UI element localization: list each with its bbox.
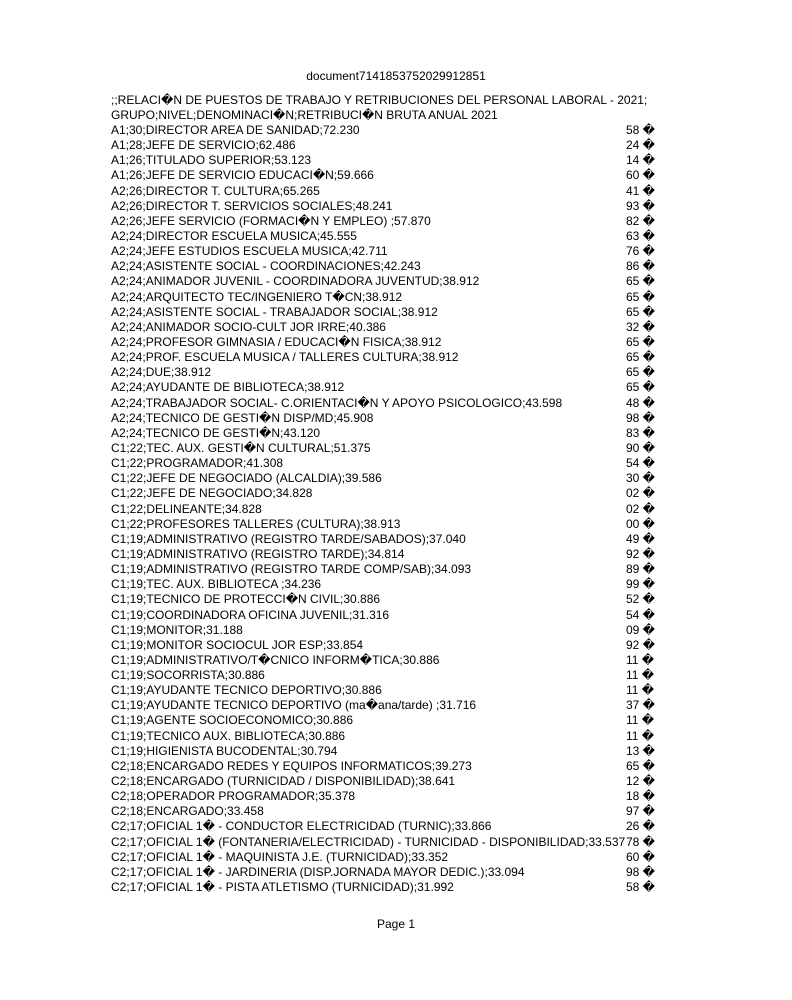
row-tail: 99 �	[626, 577, 655, 592]
table-row	[111, 274, 671, 289]
row-tail: 82 �	[626, 213, 655, 228]
table-row	[111, 865, 671, 880]
row-text: A2;26;JEFE SERVICIO (FORMACI�N Y EMPLEO) ;57.870	[111, 213, 431, 228]
table-row	[111, 774, 671, 789]
row-text: C2;17;OFICIAL 1� - MAQUINISTA J.E. (TURNICIDAD);33.352	[111, 849, 449, 864]
table-row	[111, 592, 671, 607]
row-tail: 78 �	[626, 834, 655, 849]
row-tail: 52 �	[626, 592, 655, 607]
table-row	[111, 138, 671, 153]
table-row	[111, 698, 671, 713]
table-row	[111, 471, 671, 486]
row-tail: 12 �	[626, 774, 655, 789]
table-row	[111, 819, 671, 834]
row-text: A2;24;AYUDANTE DE BIBLIOTECA;38.912	[111, 380, 345, 395]
table-row	[111, 184, 671, 199]
row-tail: 76 �	[626, 244, 655, 259]
row-tail: 11 �	[626, 713, 655, 728]
row-text: C2;18;OPERADOR PROGRAMADOR;35.378	[111, 789, 356, 804]
row-tail: 11 �	[626, 683, 655, 698]
table-row	[111, 562, 671, 577]
row-tail: 32 �	[626, 319, 655, 334]
table-row	[111, 850, 671, 865]
row-tail: 02 �	[626, 486, 655, 501]
row-tail: 58 �	[626, 123, 655, 137]
row-text: A1;30;DIRECTOR AREA DE SANIDAD;72.230	[111, 123, 360, 137]
row-text: A2;24;ANIMADOR JUVENIL - COORDINADORA JUVENTUD;38.912	[111, 274, 480, 289]
row-text: C1;22;DELINEANTE;34.828	[111, 501, 262, 516]
row-text: A2;26;DIRECTOR T. CULTURA;65.265	[111, 183, 320, 198]
table-row	[111, 168, 671, 183]
row-text: C1;19;ADMINISTRATIVO (REGISTRO TARDE);34.814	[111, 546, 405, 561]
row-tail: 89 �	[626, 562, 655, 577]
table-row	[111, 305, 671, 320]
table-row	[111, 244, 671, 259]
row-text: C1;19;ADMINISTRATIVO/T�CNICO INFORM�TICA;30.886	[111, 652, 440, 667]
row-text: A2;24;PROFESOR GIMNASIA / EDUCACI�N FISICA;38.912	[111, 334, 442, 349]
table-row	[111, 380, 671, 395]
row-text: A1;28;JEFE DE SERVICIO;62.486	[111, 138, 296, 153]
table-row	[111, 456, 671, 471]
row-text: C1;19;ADMINISTRATIVO (REGISTRO TARDE COMP/SAB);34.093	[111, 562, 472, 577]
row-tail: 65 �	[626, 758, 655, 773]
row-text: C2;18;ENCARGADO REDES Y EQUIPOS INFORMATICOS;39.273	[111, 758, 472, 773]
table-row	[111, 153, 671, 168]
row-text: A1;26;JEFE DE SERVICIO EDUCACI�N;59.666	[111, 168, 374, 183]
table-row	[111, 804, 671, 819]
table-row	[111, 320, 671, 335]
table-row	[111, 290, 671, 305]
row-tail: 24 �	[626, 138, 655, 153]
row-tail: 98 �	[626, 410, 655, 425]
row-text: C2;17;OFICIAL 1� - CONDUCTOR ELECTRICIDAD (TURNIC);33.866	[111, 819, 492, 834]
row-text: C2;17;OFICIAL 1� - PISTA ATLETISMO (TURNICIDAD);31.992	[111, 880, 454, 895]
row-text: C1;22;PROFESORES TALLERES (CULTURA);38.913	[111, 516, 401, 531]
row-text: C1;19;AGENTE SOCIOECONOMICO;30.886	[111, 713, 354, 728]
row-text: A2;24;DUE;38.912	[111, 365, 212, 380]
table-row	[111, 517, 671, 532]
table-row	[111, 411, 671, 426]
row-tail: 65 �	[626, 350, 655, 365]
row-tail: 93 �	[626, 198, 655, 213]
table-row	[111, 441, 671, 456]
row-text: C1;22;JEFE DE NEGOCIADO (ALCALDIA);39.586	[111, 471, 382, 486]
row-tail: 58 �	[626, 880, 655, 895]
table-row	[111, 638, 671, 653]
row-text: C1;19;AYUDANTE TECNICO DEPORTIVO;30.886	[111, 683, 382, 698]
table-row	[111, 547, 671, 562]
row-text: C1;19;TECNICO DE PROTECCI�N CIVIL;30.886	[111, 592, 381, 607]
row-tail: 13 �	[626, 743, 655, 758]
row-text: A2;24;ASISTENTE SOCIAL - TRABAJADOR SOCIAL;38.912	[111, 304, 438, 319]
table-row	[111, 683, 671, 698]
row-text: A2;24;DIRECTOR ESCUELA MUSICA;45.555	[111, 228, 357, 243]
table-row	[111, 335, 671, 350]
table-row	[111, 486, 671, 501]
row-tail: 48 �	[626, 395, 655, 410]
row-text: A2;24;TECNICO DE GESTI�N DISP/MD;45.908	[111, 410, 374, 425]
table-row	[111, 532, 671, 547]
row-text: A2;24;ARQUITECTO TEC/INGENIERO T�CN;38.912	[111, 289, 403, 304]
row-text: C1;19;MONITOR SOCIOCUL JOR ESP;33.854	[111, 637, 364, 652]
row-tail: 65 �	[626, 365, 655, 380]
salary-table	[111, 123, 671, 895]
table-row	[111, 350, 671, 365]
row-tail: 11 �	[626, 668, 655, 683]
table-row	[111, 229, 671, 244]
table-row	[111, 668, 671, 683]
row-text: C1;19;AYUDANTE TECNICO DEPORTIVO (ma�ana/tarde) ;31.716	[111, 698, 477, 713]
row-text: A2;24;TRABAJADOR SOCIAL- C.ORIENTACI�N Y APOYO PSICOLOGICO;43.598	[111, 395, 563, 410]
row-tail: 86 �	[626, 259, 655, 274]
row-tail: 90 �	[626, 440, 655, 455]
document-title: document7141853752029912851	[306, 69, 486, 83]
row-text: A1;26;TITULADO SUPERIOR;53.123	[111, 153, 312, 168]
table-row	[111, 729, 671, 744]
table-row	[111, 789, 671, 804]
table-row	[111, 835, 671, 850]
row-tail: 92 �	[626, 546, 655, 561]
row-tail: 97 �	[626, 804, 655, 819]
row-text: C1;19;TEC. AUX. BIBLIOTECA ;34.236	[111, 577, 322, 592]
row-tail: 65 �	[626, 289, 655, 304]
row-text: A2;24;PROF. ESCUELA MUSICA / TALLERES CULTURA;38.912	[111, 350, 459, 365]
row-text: C1;19;COORDINADORA OFICINA JUVENIL;31.316	[111, 607, 390, 622]
row-tail: 14 �	[626, 153, 655, 168]
table-row	[111, 744, 671, 759]
row-text: A2;24;ASISTENTE SOCIAL - COORDINACIONES;42.243	[111, 259, 421, 274]
row-text: A2;24;ANIMADOR SOCIO-CULT JOR IRRE;40.386	[111, 319, 386, 334]
row-text: A2;24;TECNICO DE GESTI�N;43.120	[111, 425, 321, 440]
row-tail: 49 �	[626, 531, 655, 546]
row-text: C1;22;TEC. AUX. GESTI�N CULTURAL;51.375	[111, 440, 371, 455]
row-tail: 92 �	[626, 637, 655, 652]
table-row	[111, 426, 671, 441]
document-header	[111, 93, 671, 123]
row-text: A2;26;DIRECTOR T. SERVICIOS SOCIALES;48.241	[111, 198, 393, 213]
row-tail: 26 �	[626, 819, 655, 834]
row-tail: 02 �	[626, 501, 655, 516]
table-row	[111, 259, 671, 274]
row-tail: 41 �	[626, 183, 655, 198]
row-text: C1;19;ADMINISTRATIVO (REGISTRO TARDE/SABADOS);37.040	[111, 531, 466, 546]
row-tail: 65 �	[626, 304, 655, 319]
row-text: C1;22;PROGRAMADOR;41.308	[111, 456, 284, 471]
row-text: C2;17;OFICIAL 1� (FONTANERIA/ELECTRICIDAD) - TURNICIDAD - DISPONIBILIDAD;33.537	[111, 834, 626, 849]
row-tail: 30 �	[626, 471, 655, 486]
header-line: GRUPO;NIVEL;DENOMINACI�N;RETRIBUCI�N BRUTA ANUAL 2021	[111, 108, 498, 122]
row-tail: 63 �	[626, 228, 655, 243]
row-tail: 98 �	[626, 864, 655, 879]
row-tail: 65 �	[626, 380, 655, 395]
row-tail: 37 �	[626, 698, 655, 713]
row-text: C2;18;ENCARGADO (TURNICIDAD / DISPONIBILIDAD);38.641	[111, 774, 456, 789]
row-tail: 11 �	[626, 728, 655, 743]
page-number: Page 1	[376, 917, 416, 931]
row-tail: 09 �	[626, 622, 655, 637]
table-row	[111, 214, 671, 229]
row-text: C2;17;OFICIAL 1� - JARDINERIA (DISP.JORNADA MAYOR DEDIC.);33.094	[111, 864, 525, 879]
table-row	[111, 396, 671, 411]
table-row	[111, 577, 671, 592]
row-tail: 00 �	[626, 516, 655, 531]
row-tail: 11 �	[626, 652, 655, 667]
row-tail: 54 �	[626, 456, 655, 471]
row-tail: 18 �	[626, 789, 655, 804]
table-row	[111, 365, 671, 380]
row-text: C1;22;JEFE DE NEGOCIADO;34.828	[111, 486, 313, 501]
table-row	[111, 653, 671, 668]
table-row	[111, 623, 671, 638]
table-row	[111, 608, 671, 623]
row-tail: 65 �	[626, 334, 655, 349]
row-text: C1;19;TECNICO AUX. BIBLIOTECA;30.886	[111, 728, 346, 743]
row-text: C1;19;SOCORRISTA;30.886	[111, 668, 265, 683]
row-text: C1;19;MONITOR;31.188	[111, 622, 243, 637]
row-text: C1;19;HIGIENISTA BUCODENTAL;30.794	[111, 743, 338, 758]
table-row	[111, 502, 671, 517]
table-row	[111, 759, 671, 774]
row-tail: 65 �	[626, 274, 655, 289]
row-tail: 60 �	[626, 849, 655, 864]
table-row	[111, 199, 671, 214]
table-row	[111, 713, 671, 728]
header-line: ;;RELACI�N DE PUESTOS DE TRABAJO Y RETRIBUCIONES DEL PERSONAL LABORAL - 2021;	[111, 93, 648, 107]
table-row	[111, 123, 671, 138]
row-text: C2;18;ENCARGADO;33.458	[111, 804, 264, 819]
row-tail: 60 �	[626, 168, 655, 183]
table-row	[111, 880, 671, 895]
row-text: A2;24;JEFE ESTUDIOS ESCUELA MUSICA;42.711	[111, 244, 388, 259]
row-tail: 83 �	[626, 425, 655, 440]
row-tail: 54 �	[626, 607, 655, 622]
